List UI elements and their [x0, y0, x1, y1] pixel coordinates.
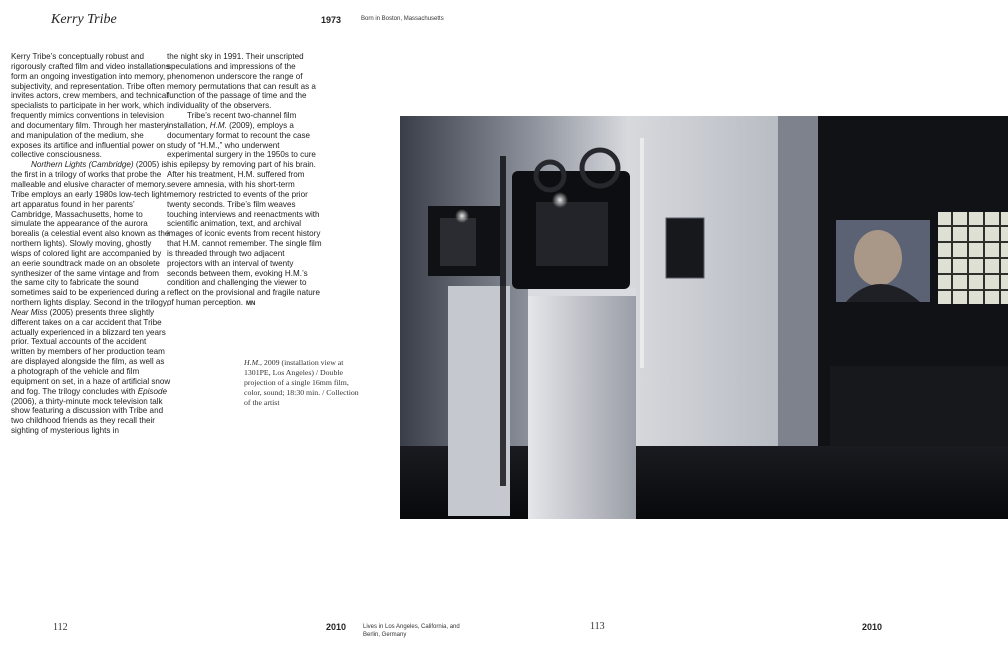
paragraph: Tribe’s recent two-channel film installation, H.M. (2009), employs a documentary format to recount the case study of “H.M.,” who underwent experimental surgery in the 1950s to cure his epilepsy by removing part of his brain. After his treatment, H.M. suffered from severe amnesia, with his short-term memory restricted to events of the prior twenty seconds. Tribe’s film weaves touching interviews and reenactments with scientific animation, text, and archival images of iconic events from recent history that H.M. cannot remember. The single film is threaded through two adjacent projectors with an interval of twenty seconds between them, evoking H.M.’s condition and challenging the viewer to reflect on the provisional and fragile nature of human perception. MN: [167, 111, 322, 308]
footer-year-right: 2010: [862, 622, 883, 632]
photo-caption: H.M., 2009 (installation view at 1301PE, Los Angeles) / Double projection of a single 16mm film, color, sound; 18:30 min. / Collection of the artist: [244, 358, 359, 407]
text-column-1: [11, 52, 171, 436]
page-number-right: 113: [590, 621, 605, 632]
paragraph: Northern Lights (Cambridge) (2005) is the first in a trilogy of works that probe the malleable and elusive character of memory. Tribe employs an early 1980s low-tech light-art apparatus found in her parents’ Cambridge, Massachusetts, home to simulate the appearance of the aurora borealis (a celestial event also known as the northern lights). Slowly moving, ghostly wisps of colored light are accompanied by an eerie soundtrack made on an obsolete synthesizer of the same vintage and from the same city to fabricate the sound sometimes said to be experienced during a northern lights display. Second in the trilogy, Near Miss (2005) presents three slightly different takes on a car accident that Tribe actually experienced in a blizzard ten years prior. Textual accounts of the accident written by members of her production team are displayed alongside the film, as well as a photograph of the vehicle and film equipment on set, in a haze of artificial snow and fog. The trilogy concludes with Episode (2006), a thirty-minute mock television talk show featuring a discussion with Tribe and two childhood friends as they recall their sighting of mysterious lights in: [11, 160, 171, 436]
page-number-left: 112: [53, 622, 68, 633]
installation-photo-icon: [400, 116, 1008, 519]
installation-photo: [400, 116, 1008, 519]
footer-year-left: 2010: [326, 622, 347, 632]
text-column-2: [167, 52, 322, 310]
birth-year: 1973: [321, 15, 342, 25]
residence: Lives in Los Angeles, California, and Berlin, Germany: [363, 624, 460, 638]
work-title: H.M.: [209, 120, 227, 130]
paragraph: the night sky in 1991. Their unscripted speculations and impressions of the phenomenon underscore the range of memory permutations that can result as a function of the passage of time and the individuality of the observers.: [167, 52, 316, 111]
birth-place: Born in Boston, Massachusetts: [361, 16, 444, 22]
artist-name: Kerry Tribe: [51, 12, 117, 27]
paragraph: Kerry Tribe’s conceptually robust and rigorously crafted film and video installations form an ongoing investigation into memory, subjectivity, and representation. Tribe often invites actors, crew members, and technical specialists to participate in her work, which frequently mimics conventions in television and documentary film. Through her mastery and manipulation of the medium, she exposes its artifice and influential power on collective consciousness.: [11, 52, 170, 160]
work-title: Episode: [137, 386, 167, 396]
caption-title: H.M.: [244, 358, 261, 367]
author-initials: MN: [246, 301, 256, 308]
work-title: Near Miss: [11, 307, 48, 317]
work-title: Northern Lights (Cambridge): [31, 160, 134, 170]
